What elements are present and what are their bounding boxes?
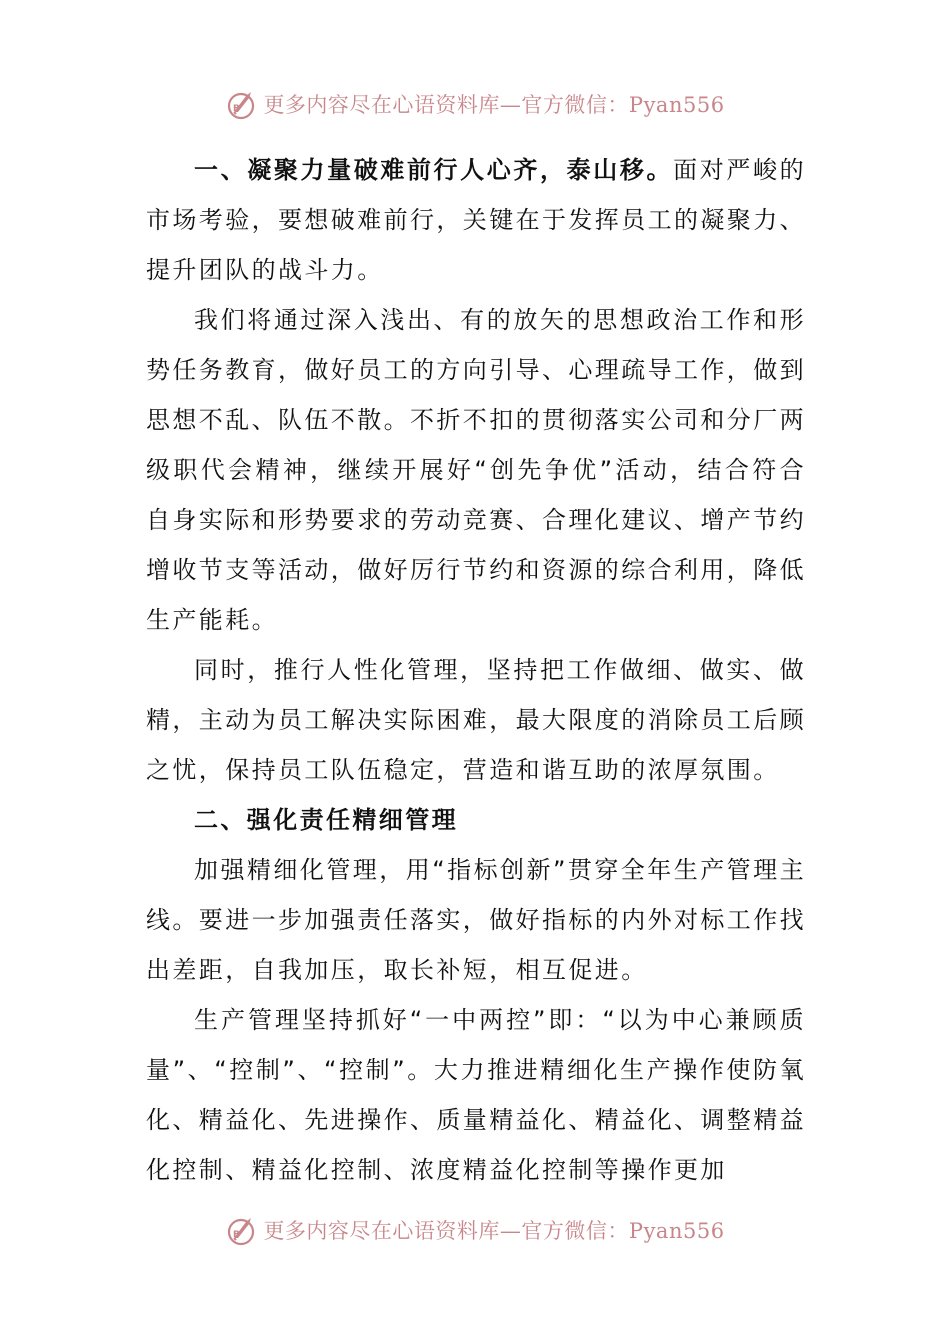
paragraph-2: 我们将通过深入浅出、有的放矢的思想政治工作和形势任务教育，做好员工的方向引导、心理疏导工作，做到思想不乱、队伍不散。不折不扣的贯彻落实公司和分厂两级职代会精神，继续开展好“创先争优”活动，结合符合自身实际和形势要求的劳动竞赛、合理化建议、增产节约增收节支等活动，做好厉行节约和资源的综合利用，降低生产能耗。 [146, 306, 806, 634]
quill-logo-icon [225, 87, 259, 121]
section-1-paragraph [146, 145, 806, 295]
svg-text:B: B [233, 104, 241, 114]
watermark-text: 更多内容尽在心语资料库—官方微信：Pyan556 [263, 1219, 725, 1243]
section-1-intro: 面对严峻的市场考验，要想破难前行，关键在于发挥员工的凝聚力、提升团队的战斗力。 [146, 156, 806, 284]
section-1-heading: 一、凝聚力量破难前行人心齐，泰山移。 [194, 156, 674, 184]
quill-logo-icon [225, 1213, 259, 1247]
header-watermark [0, 82, 950, 126]
watermark-text: 更多内容尽在心语资料库—官方微信：Pyan556 [263, 93, 725, 117]
paragraph-3: 同时，推行人性化管理，坚持把工作做细、做实、做精，主动为员工解决实际困难，最大限度的消除员工后顾之忧，保持员工队伍稳定，营造和谐互助的浓厚氛围。 [146, 656, 806, 784]
section-2-heading: 二、强化责任精细管理 [194, 806, 458, 834]
document-body [146, 145, 806, 1195]
svg-text:B: B [233, 1230, 241, 1240]
paragraph-5: 生产管理坚持抓好“一中两控”即：“以为中心兼顾质量”、“控制”、“控制”。大力推进精细化生产操作使防氧化、精益化、先进操作、质量精益化、精益化、调整精益化控制、精益化控制、浓度精益化控制等操作更加 [146, 1006, 806, 1184]
paragraph-4: 加强精细化管理，用“指标创新”贯穿全年生产管理主线。要进一步加强责任落实，做好指标的内外对标工作找出差距，自我加压，取长补短，相互促进。 [146, 856, 806, 984]
footer-watermark [0, 1208, 950, 1252]
